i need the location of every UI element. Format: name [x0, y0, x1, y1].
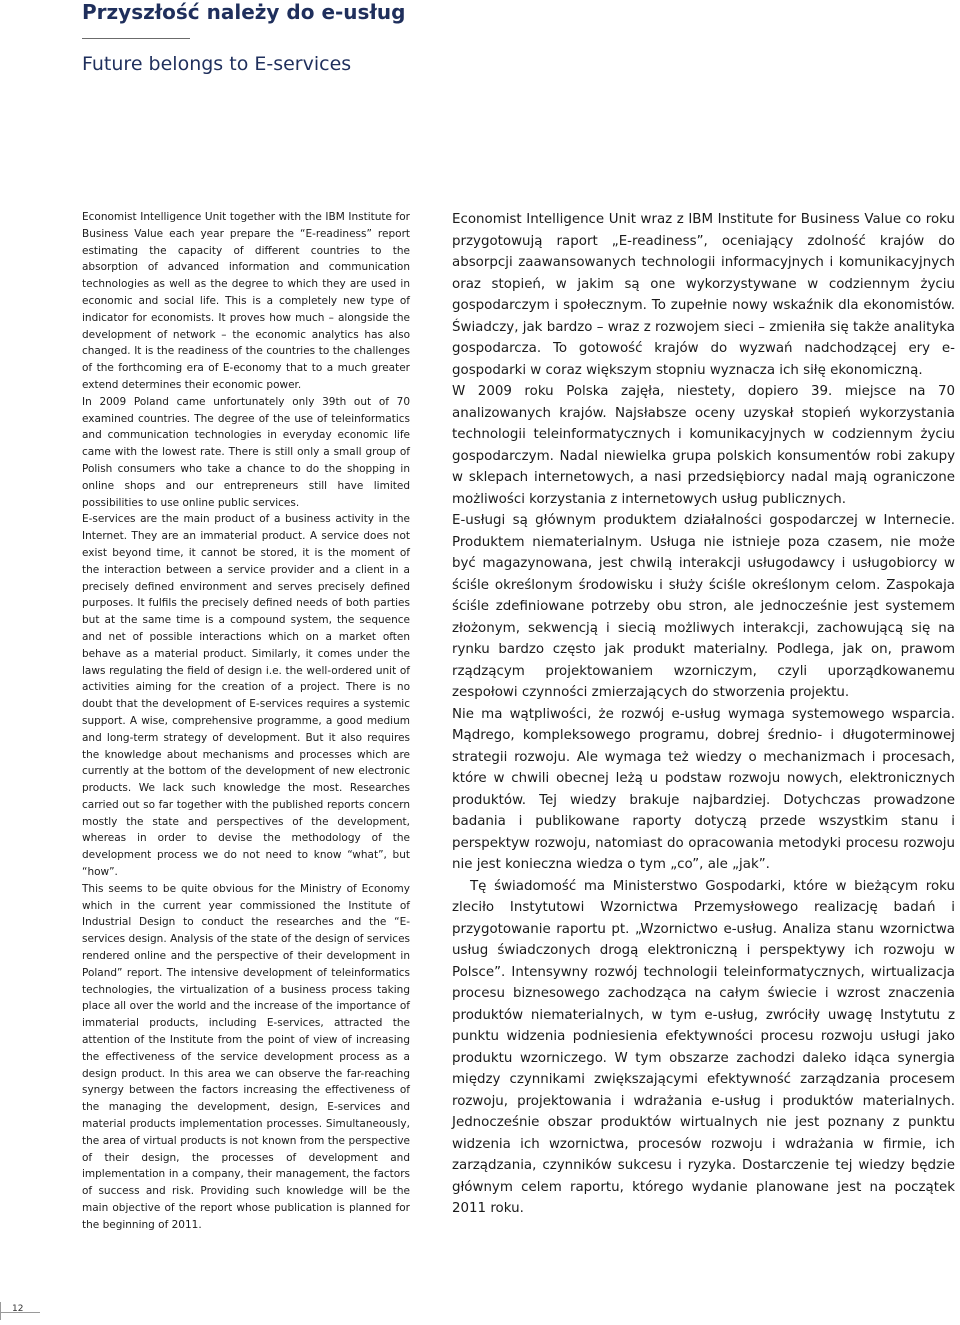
polish-paragraph: E-usługi są głównym produktem działalności gospodarczej w Internecie. Produktem niematerialnym. Usługa nie istnieje poza czasem, nie może być magazynowana, jest chwilą interakcji usługodawcy i usługobiorcy w ściśle określonym środowisku i służy ściśle określonym celom. Zaspokaja ściśle zdefiniowane potrzeby obu stron, ale jednocześnie jest systemem złożonym, sekwencją i siecią możliwych interakcji, zachowującą się na rynku bardzo często jak produkt materialny. Podlega, jak on, prawom rządzącym projektowaniem wzorniczym, czyli uporządkowanemu zespołowi czynności zmierzających do stworzenia projektu. — [452, 513, 955, 700]
english-text-column — [82, 209, 410, 1234]
page-number-tick — [0, 1302, 1, 1320]
polish-paragraph: W 2009 roku Polska zajęła, niestety, dopiero 39. miejsce na 70 analizowanych krajów. Najsłabsze oceny uzyskał stopień wykorzystania technologii teleinformatycznych i komunikacyjnych w codziennym życiu gospodarczym. Nadal niewielka grupa polskich konsumentów robi zakupy w sklepach internetowych, a nasi przedsiębiorcy nadal mają ograniczone możliwości korzystania z internetowych usług publicznych. — [452, 384, 955, 507]
english-paragraph: E-services are the main product of a business activity in the Internet. They are an immaterial product. A service does not exist beyond time, it cannot be stored, it is the moment of the interaction between a service provider and a client in a precisely defined environment and serves precisely defined purposes. It fulfils the precisely defined needs of both parties but at the same time is a compound system, the sequence and net of possible interactions which on a market often behave as a material product. Similarly, it comes under the laws regulating the field of design i.e. the well-ordered unit of activities aiming for the creation of a project. There is no doubt that the development of E-services requires a systemic support. A wise, comprehensive programme, a good medium and long-term strategy of development. But it also requires the knowledge about mechanisms and processes which are currently at the bottom of the development of new electronic products. We lack such knowledge the most. Researches carried out so far together with the published reports concern mostly the state and perspectives of the development, whereas in order to devise the methodology of the development process we do not need to know “what”, but “how”. — [82, 513, 410, 879]
polish-text-column — [452, 209, 955, 1220]
page-title: Przyszłość należy do e-usług — [82, 0, 406, 24]
page-number: 12 — [12, 1304, 24, 1314]
english-paragraph: Economist Intelligence Unit together with the IBM Institute for Business Value each year prepare the “E-readiness” report estimating the capacity of different countries to the absorption of advanced information and communication technologies as well as the degree to which they are used in economic and social life. This is a completely new type of indicator for economists. It proves how much – alongside the development of network – the economic analytics has also changed. It is the readiness of the countries to the challenges of the forthcoming era of E-economy that to a much greater extend determines their economic power. — [82, 211, 410, 391]
page-subtitle: Future belongs to E-services — [82, 53, 352, 75]
polish-paragraph: Tę świadomość ma Ministerstwo Gospodarki, które w bieżącym roku zleciło Instytutowi Wzornictwa Przemysłowego realizację badań i przygotowanie raportu pt. „Wzornictwo e-usług. Analiza stanu wzornictwa usług świadczonych drogą elektroniczną i perspektywy ich rozwoju w Polsce”. Intensywny rozwój technologii teleinformatycznych, wirtualizacja procesu biznesowego zachodząca na całym świecie i wzrost znaczenia produktów niematerialnych, w tym e-usług, zwróciły uwagę Instytutu z punktu widzenia podniesienia efektywności procesu rozwoju usługi jako produktu wzorniczego. W tym obszarze zachodzi daleko idąca synergia między czynnikami zwiększającymi efektywność zarządzania procesem rozwoju, projektowania i wdrażania e-usług i produktów materialnych. Jednocześnie obszar produktów wirtualnych nie jest poznany z punktu widzenia ich wzornictwa, procesów rozwoju i wdrażania w firmie, ich zarządzania, czynników sukcesu i ryzyka. Dostarczenie tej wiedzy będzie głównym celem raportu, którego wydanie planowane jest na początek 2011 roku. — [452, 878, 955, 1216]
title-divider — [82, 38, 190, 39]
english-paragraph: In 2009 Poland came unfortunately only 39th out of 70 examined countries. The degree of the use of teleinformatics and communication technologies in everyday economic life came with the lowest rate. There is still only a small group of Polish consumers who take a chance to do the shopping in online shops and our entrepreneurs still have limited possibilities to use online public services. — [82, 395, 410, 509]
english-paragraph: This seems to be quite obvious for the Ministry of Economy which in the current year commissioned the Institute of Industrial Design to conduct the researches and the “E-services design. Analysis of the state of the design of services rendered online and the perspective of their development in Poland” report. The intensive development of teleinformatics technologies, the virtualization of a business process taking place all over the world and the increase of the importance of immaterial products, including E-services, attracted the attention of the Institute from the point of view of increasing the effectiveness of the service development process as a design product. In this area we can observe the far-reaching synergy between the factors increasing the effectiveness of the managing the development, design, E-services and material products implementation processes. Simultaneously, the area of virtual products is not known from the perspective of their design, the processes of development and implementation in a company, their management, the factors of success and risk. Providing such knowledge will be the main objective of the report whose publication is planned for the beginning of 2011. — [82, 882, 410, 1231]
polish-paragraph: Nie ma wątpliwości, że rozwój e-usług wymaga systemowego wsparcia. Mądrego, kompleksowego programu, dobrej średnio- i długoterminowej strategii rozwoju. Ale wymaga też wiedzy o mechanizmach i procesach, które w chwili obecnej leżą u podstaw rozwoju nowych, elektronicznych produktów. Tej wiedzy brakuje najbardziej. Dotychczas prowadzone badania i publikowane raporty dotyczą przede wszystkim stanu i perspektyw rozwoju, natomiast do opracowania metodyki procesu rozwoju nie jest konieczna wiedza o tym „co”, ale „jak”. — [452, 706, 955, 872]
polish-paragraph: Economist Intelligence Unit wraz z IBM Institute for Business Value co roku przygotowują raport „E-readiness”, oceniający zdolność krajów do absorpcji zaawansowanych technologii informacyjnych i komunikacyjnych oraz stopień, w jakim są one wykorzystywane w codziennym życiu gospodarczym i społecznym. To zupełnie nowy wskaźnik dla ekonomistów. Świadczy, jak bardzo – wraz z rozwojem sieci – zmieniła się także analityka gospodarcza. To gotowość krajów do wyzwań nadchodzącej ery e-gospodarki w coraz większym stopniu wyznacza ich siłę ekonomiczną. — [452, 212, 955, 378]
